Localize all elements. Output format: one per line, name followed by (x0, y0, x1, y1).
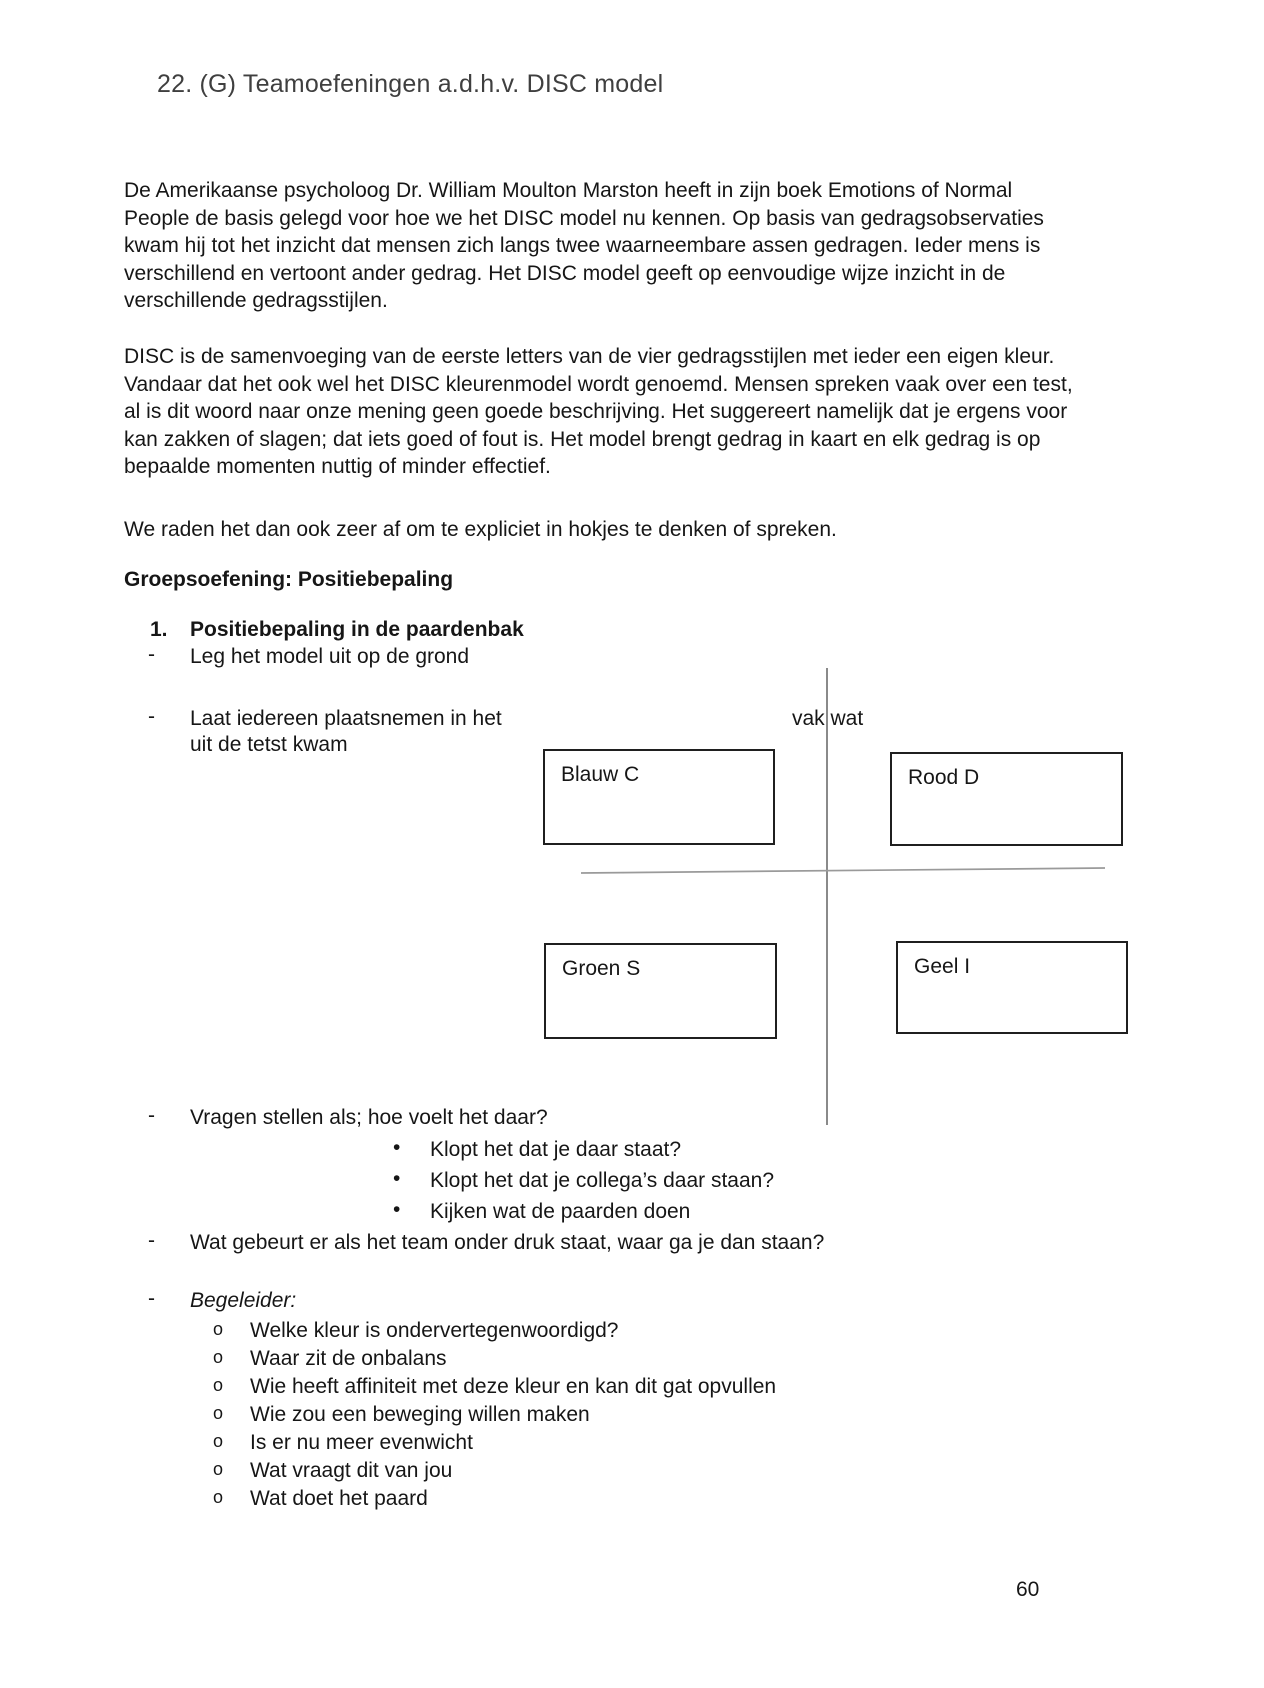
circle-marker: o (213, 1487, 224, 1507)
sub-bullet-item: Klopt het dat je daar staat? (430, 1138, 682, 1161)
circle-marker: o (213, 1375, 224, 1395)
dash-marker: - (148, 1104, 155, 1127)
begeleider-item: Waar zit de onbalans (250, 1347, 447, 1370)
step-vragen: Vragen stellen als; hoe voelt het daar? (190, 1106, 548, 1129)
quadrant-label-groen-s: Groen S (562, 957, 641, 980)
circle-marker: o (213, 1403, 224, 1423)
begeleider-item: Wie zou een beweging willen maken (250, 1403, 590, 1426)
quadrant-label-rood-d: Rood D (908, 766, 980, 789)
step-druk: Wat gebeurt er als het team onder druk staat, waar ga je dan staan? (190, 1231, 825, 1254)
quadrant-box-blauw-c (543, 749, 775, 845)
quadrant-label-blauw-c: Blauw C (561, 763, 640, 786)
begeleider-item: Wat vraagt dit van jou (250, 1459, 453, 1482)
page-number: 60 (1016, 1578, 1040, 1601)
horizontal-axis-line (581, 868, 1105, 873)
circle-marker: o (213, 1347, 224, 1367)
paragraph-line: verschillende gedragsstijlen. (124, 289, 388, 313)
dash-marker: - (148, 1287, 155, 1310)
quadrant-box-geel-i (896, 941, 1128, 1034)
paragraph-line: bepaalde momenten nuttig of minder effectief. (124, 455, 551, 479)
step-leg-model: Leg het model uit op de grond (190, 645, 470, 668)
bullet-marker: • (393, 1167, 401, 1190)
quadrant-box-rood-d (890, 752, 1123, 846)
begeleider-item: Wie heeft affiniteit met deze kleur en kan dit gat opvullen (250, 1375, 777, 1398)
paragraph-line: kan zakken of slagen; dat iets goed of fout is. Het model brengt gedrag in kaart en elk gedrag is op (124, 427, 1041, 451)
circle-marker: o (213, 1431, 224, 1451)
step-begeleider: Begeleider: (190, 1289, 297, 1312)
paragraph-line: kwam hij tot het inzicht dat mensen zich langs twee waarneembare assen gedragen. Ieder mens is (124, 234, 1041, 258)
sub-bullet-item: Kijken wat de paarden doen (430, 1200, 691, 1223)
quadrant-box-groen-s (544, 943, 777, 1039)
dash-marker: - (148, 1229, 155, 1252)
paragraph-line: De Amerikaanse psycholoog Dr. William Moulton Marston heeft in zijn boek Emotions of Normal (124, 179, 1013, 202)
circle-marker: o (213, 1319, 224, 1339)
paragraph-line: People de basis gelegd voor hoe we het DISC model nu kennen. Op basis van gedragsobservaties (124, 206, 1044, 230)
page-title: 22. (G) Teamoefeningen a.d.h.v. DISC model (157, 70, 664, 98)
paragraph-line: verschillend en vertoont ander gedrag. Het DISC model geeft op eenvoudige wijze inzicht in de (124, 261, 1006, 285)
paragraph-intro (124, 177, 1044, 315)
paragraph-disc (124, 343, 1073, 481)
paragraph-line: Vandaar dat het ook wel het DISC kleurenmodel wordt genoemd. Mensen spreken vaak over een test, (124, 372, 1073, 396)
circle-marker: o (213, 1459, 224, 1479)
dash-marker: - (148, 705, 155, 728)
step-laat-line1: Laat iedereen plaatsnemen in het (190, 707, 502, 730)
section-heading: Groepsoefening: Positiebepaling (124, 568, 454, 591)
step-laat-line2: uit de tetst kwam (190, 733, 348, 756)
paragraph-line: al is dit woord naar onze mening geen goede beschrijving. Het suggereert namelijk dat je ergens voor (124, 400, 1068, 424)
exercise-title: Positiebepaling in de paardenbak (190, 618, 524, 641)
sub-bullet-item: Klopt het dat je collega’s daar staan? (430, 1169, 775, 1192)
paragraph-line: DISC is de samenvoeging van de eerste letters van de vier gedragsstijlen met ieder een eigen kleur. (124, 345, 1055, 368)
list-number-marker: 1. (150, 618, 168, 641)
paragraph-advice: We raden het dan ook zeer af om te expliciet in hokjes te denken of spreken. (124, 518, 837, 541)
quadrant-label-geel-i: Geel I (914, 955, 971, 978)
begeleider-item: Wat doet het paard (250, 1487, 428, 1510)
begeleider-item: Is er nu meer evenwicht (250, 1431, 473, 1454)
bullet-marker: • (393, 1136, 401, 1159)
bullet-marker: • (393, 1198, 401, 1221)
step-laat-inline-right: vak wat (792, 707, 864, 730)
begeleider-item: Welke kleur is ondervertegenwoordigd? (250, 1319, 619, 1342)
dash-marker: - (148, 643, 155, 666)
